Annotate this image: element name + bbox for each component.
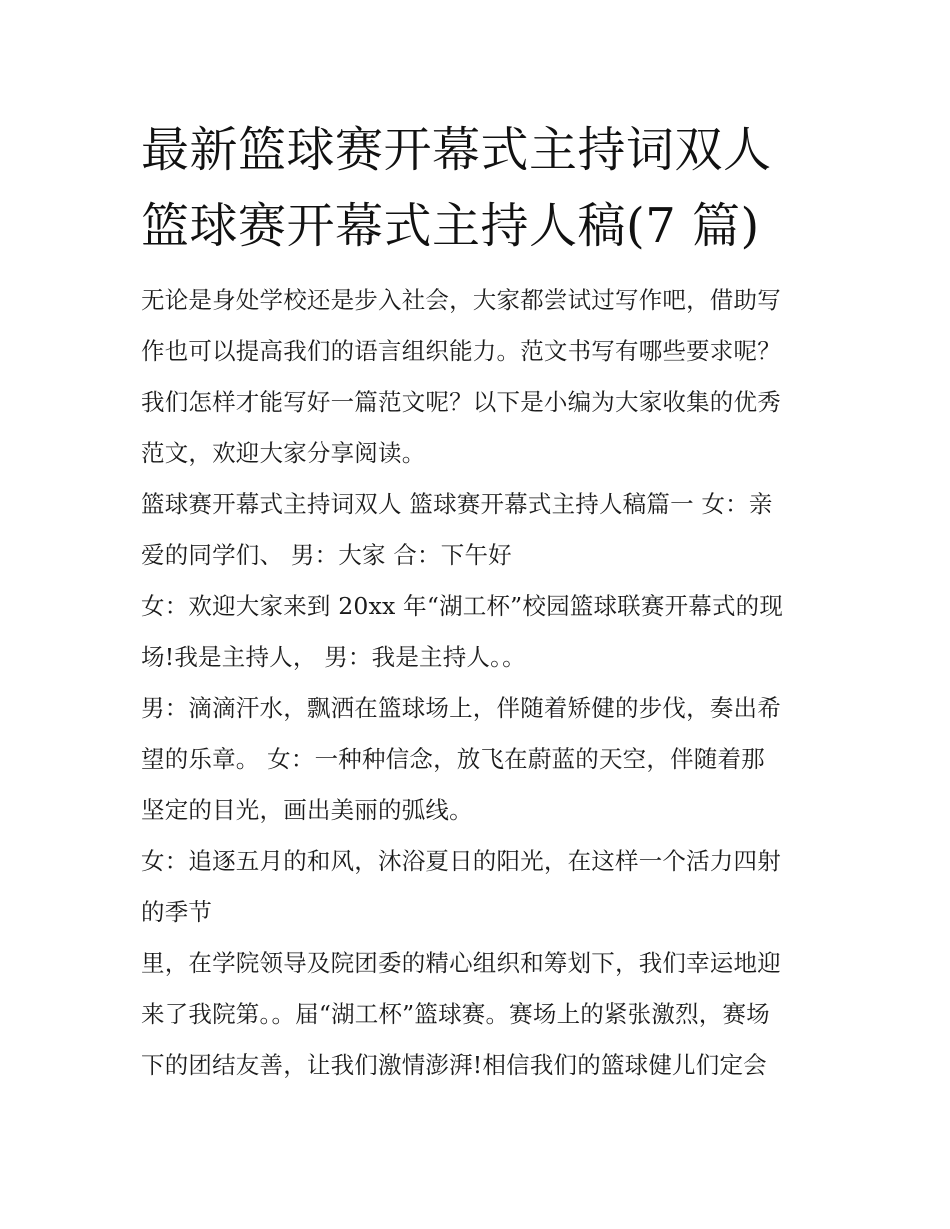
text-line: 爱的同学们、 男：大家 合：下午好 [141,541,512,569]
text-line: 女：欢迎大家来到 20xx 年“湖工杯”校园篮球联赛开幕式的现 [141,592,784,620]
text-line: 坚定的目光，画出美丽的弧线。 [141,796,473,824]
paragraph-sweat [141,683,813,836]
text-line: 范文，欢迎大家分享阅读。 [141,439,426,467]
text-line: 男：滴滴汗水，飘洒在篮球场上，伴随着矫健的步伐，奏出希 [141,694,781,722]
paragraph-may-breeze [141,836,813,938]
paragraph-intro [141,275,813,479]
paragraph-tournament [141,938,813,1091]
text-line: 场!我是主持人， 男：我是主持人。。 [141,643,526,671]
title-line-2: 篮球赛开幕式主持人稿(7 篇) [141,198,760,254]
text-line: 女：追逐五月的和风，沐浴夏日的阳光，在这样一个活力四射 [141,847,781,875]
document-body [141,275,813,1091]
title-line-1: 最新篮球赛开幕式主持词双人 [141,122,772,178]
document-page [141,112,813,1091]
text-line: 作也可以提高我们的语言组织能力。范文书写有哪些要求呢？ [141,337,781,365]
text-line: 的季节 [141,898,213,926]
paragraph-welcome [141,581,813,683]
text-line: 望的乐章。 女：一种种信念，放飞在蔚蓝的天空，伴随着那 [141,745,765,773]
text-line: 里，在学院领导及院团委的精心组织和筹划下，我们幸运地迎 [141,949,781,977]
document-title [141,112,813,264]
text-line: 篮球赛开幕式主持词双人 篮球赛开幕式主持人稿篇一 女：亲 [141,490,773,518]
paragraph-section-one [141,479,813,581]
text-line: 下的团结友善，让我们激情澎湃!相信我们的篮球健儿们定会 [141,1051,767,1079]
text-line: 无论是身处学校还是步入社会，大家都尝试过写作吧，借助写 [141,286,781,314]
text-line: 来了我院第。。届“湖工杯”篮球赛。赛场上的紧张激烈，赛场 [141,1000,770,1028]
text-line: 我们怎样才能写好一篇范文呢？以下是小编为大家收集的优秀 [141,388,781,416]
